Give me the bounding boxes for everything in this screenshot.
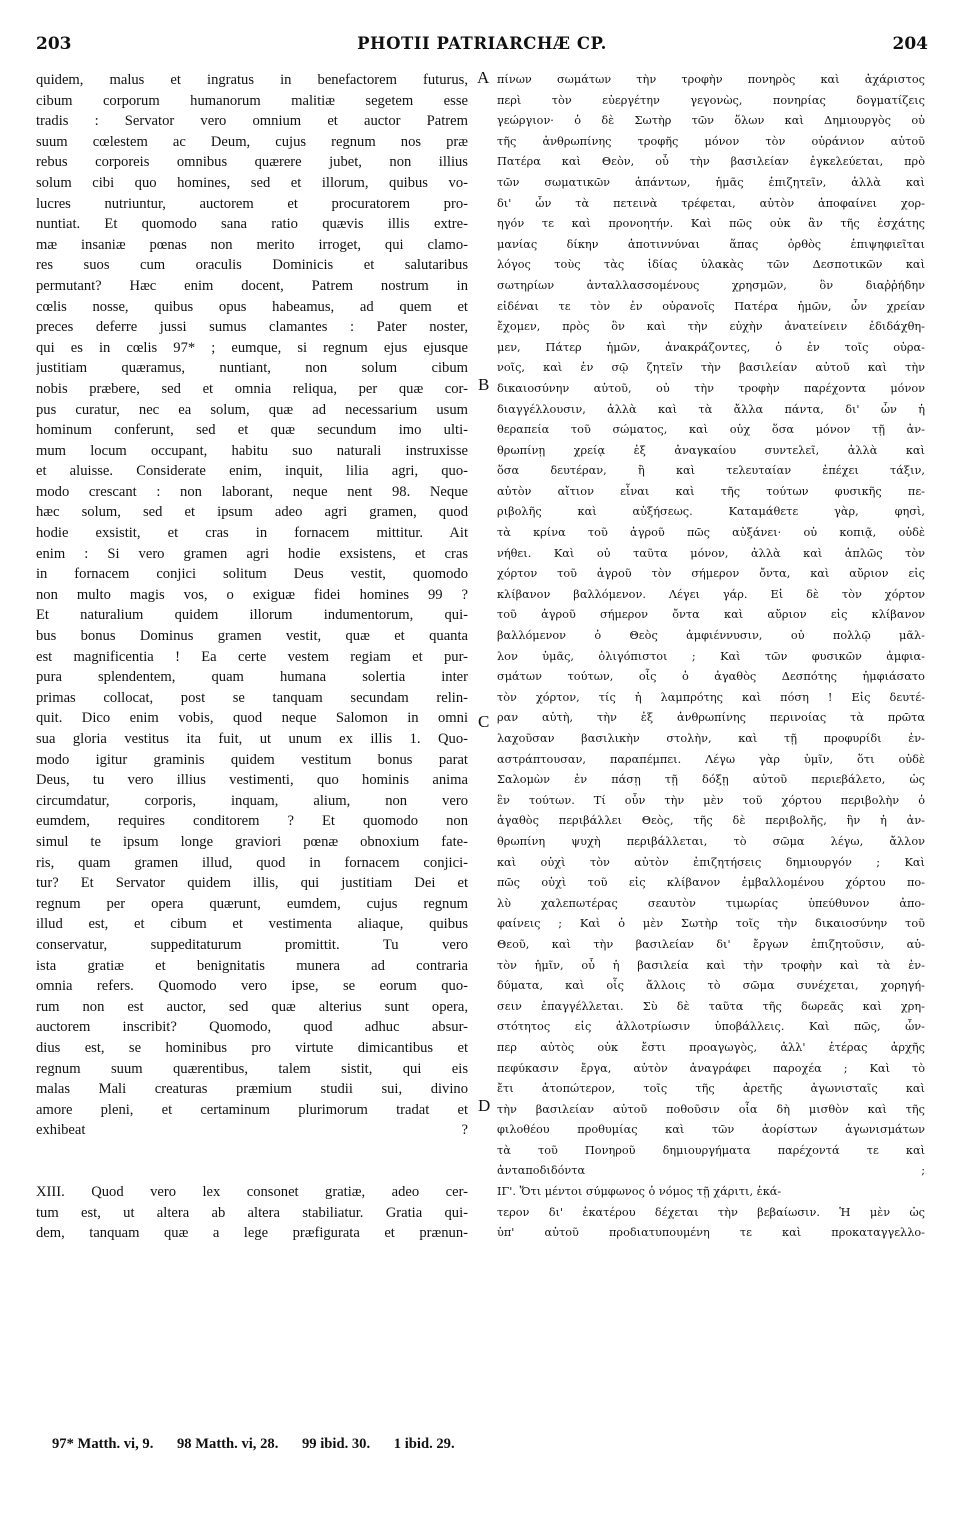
- text-line: τερον δι' ἑκατέρου δέχεται τὴν βεβαίωσιν. Ἡ μὲν ὡς: [497, 1205, 925, 1219]
- text-line: preces deferre jussi sumus clamantes : Pater noster,: [36, 319, 468, 336]
- text-line: μανίας δίκην ἀποτιννύναι ἅπας ὀρθὸς ἐπιψηφιεῖται: [497, 237, 925, 251]
- text-line: ραν αὐτὴ, τὴν ἐξ ἀνθρωπίνης περινοίας τὰ πρῶτα: [497, 711, 925, 725]
- text-line: τοῦ ἀγροῦ σήμερον ὄντα καὶ αὔριον εἰς κλίβανον: [497, 608, 925, 622]
- text-line: sua gloria vestitus ita fuit, ut unum ex illis 1. Quo-: [36, 731, 468, 747]
- text-line: τῶν σωματικῶν ἁπάντων, ἡμᾶς ἐπιζητεῖν, ἀλλὰ καὶ: [497, 175, 925, 189]
- text-line: σειν ἐπαγγέλλεται. Σὺ δὲ ταῦτα τῆς δωρεᾶς καὶ χρη-: [497, 999, 925, 1013]
- text-line: ἀνταποδιδόντα ;: [497, 1164, 925, 1178]
- page-number-left: 203: [36, 34, 72, 54]
- text-line: ἔτι ἀτοπώτερον, τοῖς τῆς ἀρετῆς ἀγωνισταῖς καὶ: [497, 1082, 925, 1096]
- text-line: λον ὑμᾶς, ὀλιγόπιστοι ; Καὶ τῶν φυσικῶν ἀμφια-: [497, 649, 925, 663]
- text-line: θρωπίνῃ χρείᾳ ἐξ ἀναγκαίου συντελεῖ, ἀλλὰ καὶ: [497, 443, 925, 457]
- text-line: ΙΓ'. Ὅτι μέντοι σύμφωνος ὁ νόμος τῇ χάριτι, ἑκά-: [497, 1185, 782, 1199]
- text-line: λόγος τοὺς τὰς ἰδίας ὑλακὰς τῶν Δεσποτικῶν καὶ: [497, 258, 925, 272]
- footnotes: [52, 1436, 652, 1453]
- text-line: non multo magis vos, o exiguæ fidei homines 99 ?: [36, 586, 468, 603]
- latin-column: [36, 70, 468, 1244]
- text-line: dem, tanquam quæ a lege præfigurata et prænun-: [36, 1225, 468, 1242]
- text-line: πίνων σωμάτων τὴν τροφὴν πονηρὸς καὶ ἀχάριστος: [497, 73, 925, 86]
- footnote: 1 ibid. 29.: [393, 1436, 455, 1452]
- text-line: βαλλόμενον ὁ Θεὸς ἀμφιέννυσιν, οὐ πολλῷ μᾶλ-: [497, 629, 925, 643]
- text-line: hodie exsistit, et cras in fornacem mittitur. Ait: [36, 525, 468, 542]
- footnote: 99 ibid. 30.: [302, 1436, 371, 1452]
- text-line: λὺ χαλεπωτέρας σεαυτὸν τιμωρίας ὑπεύθυνον ἀπο-: [497, 896, 925, 910]
- text-line: hominum conferunt, sed et quæ secundum imo ulti-: [36, 422, 468, 439]
- text-line: nobis præbere, sed et omnia reliqua, per quæ cor-: [36, 380, 468, 397]
- margin-marker-b: B: [478, 375, 490, 394]
- text-line: conservatur, suppeditaturum promittit. Tu vero: [36, 936, 468, 953]
- text-line: tur? Et Servator quidem illis, qui justitiam Dei et: [36, 875, 468, 892]
- text-line: εἰδέναι τε τὸν ἐν οὐρανοῖς Πατέρα ἡμῶν, ὧν χρείαν: [497, 299, 925, 313]
- text-line: δι' ὧν τὰ πετεινὰ τρέφεται, αὐτὸν ἀποφαίνει χορ-: [497, 196, 925, 210]
- text-line: illud est, et cibum et vestimenta aliaque, quibus: [36, 916, 468, 933]
- text-line: solum cibi quo homines, sed et illorum, quibus vo-: [36, 174, 468, 191]
- text-line: modo igitur graminis quidem vestitum bonus parat: [36, 751, 468, 768]
- text-line: hæc solum, sed et ipsum adeo agri gramen, quod: [36, 504, 468, 521]
- text-line: [36, 1141, 468, 1162]
- text-line: Et naturalium quidem illorum indumentorum, qui-: [36, 607, 468, 624]
- text-line: cibum corporum humanorum malitiæ segetem esse: [36, 92, 468, 109]
- text-line: ὑπ' αὐτοῦ προδιατυπουμένη τε καὶ προκαταγγελλο-: [497, 1226, 925, 1240]
- text-line: ἓν τούτων. Τί οὖν τὴν μὲν τοῦ χόρτου περιβολὴν ὁ: [497, 793, 925, 807]
- text-line: Σαλομὼν ἐν πάσῃ τῇ δόξῃ αὐτοῦ περιεβάλετο, ὡς: [497, 773, 925, 787]
- text-line: rebus corporeis omnibus quærere jubet, non illius: [36, 154, 468, 171]
- text-line: αστράπτουσαν, παραπέμπει. Λέγω γὰρ ὑμῖν, ὅτι οὐδὲ: [497, 752, 925, 766]
- text-line: ὅσα δευτέραν, ἢ καὶ τελευταίαν ἐπέχει τάξιν,: [497, 464, 925, 478]
- footnote: 98 Matth. vi, 28.: [177, 1436, 279, 1452]
- text-line: δικαιοσύνην αὐτοῦ, οὐ τὴν τροφὴν παρέχοντα μόνον: [497, 381, 925, 395]
- text-line: τὰ τοῦ Πονηροῦ δημιουργήματα παρέχοντά τε καὶ: [497, 1143, 925, 1157]
- text-line: auctorem inscribit? Quomodo, quod adhuc absur-: [36, 1019, 468, 1036]
- greek-column: [497, 70, 925, 1244]
- text-line: ris, quam gramen illud, quod in fornacem conjici-: [36, 854, 468, 871]
- page-number-right: 204: [892, 34, 928, 54]
- text-line: σμάτων τούτων, οἷς ὁ ἀγαθὸς Δεσπότης ἠμφιάσατο: [497, 670, 925, 684]
- text-line: mæ insaniæ pœnas non merito irroget, qui clamo-: [36, 236, 468, 253]
- text-line: αὐτὸν αἴτιον εἶναι καὶ τῆς τούτων φυσικῆς πε-: [497, 484, 925, 498]
- page-header: [36, 34, 928, 60]
- text-line: περὶ τὸν εὐεργέτην γεγονὼς, πονηρίας δογματίζεις: [497, 93, 925, 107]
- text-line: ἔχομεν, πρὸς ὃν καὶ τὴν εὐχὴν ἀνατείνειν ἐδιδάχθη-: [497, 320, 925, 334]
- text-line: nuntiat. Et quomodo sana ratio quævis illis extre-: [36, 216, 468, 233]
- text-line: suum cœlestem ac Deum, cujus regnum nos præ: [36, 133, 468, 150]
- text-line: exhibeat ?: [36, 1122, 468, 1139]
- footnote: 97* Matth. vi, 9.: [52, 1436, 154, 1452]
- text-line: λαχοῦσαν βασιλικὴν στολὴν, καὶ τῇ προφυρίδι ἐν-: [497, 732, 925, 745]
- text-line: in fornacem conjici solitum Deus vestit, quomodo: [36, 566, 468, 583]
- text-line: regnum suum quærentibus, talem sistit, qui eis: [36, 1060, 468, 1077]
- text-line: malas Mali creaturas præmium studii sui, divino: [36, 1081, 468, 1098]
- text-line: pura splendentem, quam humana solertia inter: [36, 669, 468, 686]
- margin-marker-d: D: [478, 1096, 491, 1115]
- text-line: res suos cum oraculis Dominicis et salutaribus: [36, 257, 468, 274]
- text-line: πεφύκασιν ἔργα, αὐτὸν ἀναγράφει παροχέα ; Καὶ τὸ: [497, 1061, 925, 1075]
- text-line: mum locum occupant, habitu suo naturali instruxisse: [36, 442, 468, 459]
- text-line: θρωπίνη ψυχὴ περιβάλλεται, τὸ σῶμα λέγω, ἄλλον: [497, 834, 925, 848]
- text-line: eumdem, requires conditorem ? Et quomodo non: [36, 813, 468, 830]
- text-line: νήθει. Καὶ οὐ ταῦτα μόνον, ἀλλὰ καὶ ἁπλῶς τὸν: [497, 546, 925, 560]
- text-line: lucres nutriuntur, auctorem et procuratorem pro-: [36, 195, 468, 212]
- text-line: simul te ipsum longe graviori pœnæ obnoxium fate-: [36, 833, 468, 850]
- text-line: bus bonus Dominus gramen vestit, quæ et quanta: [36, 628, 468, 645]
- text-line: στότητος εἰς ἀλλοτρίωσιν ὑποβάλλεις. Καὶ πῶς, ὧν-: [497, 1020, 925, 1034]
- text-line: ista gratiæ et benignitatis munera ad contraria: [36, 957, 468, 974]
- text-line: [36, 1161, 468, 1182]
- text-line: omnia refers. Quomodo vero ipse, se eorum quo-: [36, 978, 468, 995]
- text-line: τὴν βασιλείαν αὐτοῦ ποθοῦσιν οἷα δὴ μισθὸν καὶ τῆς: [497, 1102, 925, 1116]
- margin-marker-a: A: [477, 68, 490, 87]
- text-line: τὰ κρίνα τοῦ ἀγροῦ πῶς αὐξάνει· οὐ κοπιᾷ, οὐδὲ: [497, 526, 925, 540]
- text-line: χόρτον τοῦ ἀγροῦ τὸν σήμερον ὄντα, καὶ αὔριον εἰς: [497, 567, 925, 581]
- text-line: permutant? Hæc enim docent, Patrem nostrum in: [36, 277, 468, 294]
- text-line: σωτηρίων ἀνταλλασσομένους χρησμῶν, ὃν διαῤῥήδην: [497, 278, 925, 292]
- text-line: cœlis nosse, quibus opus habeamus, ad quem et: [36, 298, 468, 315]
- text-line: tum est, ut altera ab altera stabiliatur. Gratia qui-: [36, 1204, 468, 1221]
- text-line: μεν, Πάτερ ἡμῶν, ἀνακράζοντες, ὁ ἐν τοῖς οὐρα-: [497, 340, 925, 354]
- text-line: et aluisse. Considerate enim, inquit, lilia agri, quo-: [36, 463, 468, 480]
- text-line: quidem, malus et ingratus in benefactorem futurus,: [36, 72, 468, 88]
- text-line: διαγγέλλουσιν, ἀλλὰ καὶ τὰ ἄλλα πάντα, δι' ὧν ἡ: [497, 402, 925, 416]
- text-line: qui es in cœlis 97* ; eumque, si regnum ejus ejusque: [36, 339, 468, 356]
- text-line: rum non est auctor, sed quæ alterius sunt opera,: [36, 998, 468, 1015]
- text-line: enim : Si vero gramen agri hodie exsistens, et cras: [36, 545, 468, 562]
- text-line: est magnificentia ! Ea certe vestem regiam et pur-: [36, 648, 468, 665]
- text-line: τῆς ἀνθρωπίνης τροφῆς μόνον τὸν οὐράνιον αὐτοῦ: [497, 134, 925, 148]
- text-line: tradis : Servator vero omnium et auctor Patrem: [36, 113, 468, 130]
- text-line: καὶ οὐχὶ τὸν αὐτὸν ἐπιζητήσεις δημιουργόν ; Καὶ: [497, 855, 925, 869]
- text-line: justitiam quæramus, nuntiant, non solum cibum: [36, 360, 468, 377]
- text-line: XIII. Quod vero lex consonet gratiæ, adeo cer-: [36, 1184, 468, 1201]
- text-line: πῶς οὐχὶ τοῦ εἰς κλίβανον ἐμβαλλομένου χόρτου πο-: [497, 876, 925, 890]
- text-line: modo crescant : non laborant, neque nent 98. Neque: [36, 483, 468, 500]
- text-line: θεραπεία τοῦ σώματος, καὶ οὐχ ὅσα μόνον τῇ ἀν-: [497, 423, 925, 437]
- text-line: Θεοῦ, καὶ τὴν βασιλείαν δι' ἔργων ἐπιζητοῦσιν, αὐ-: [497, 937, 925, 951]
- text-line: νοῖς, καὶ ἐν σῷ ζητεῖν τὴν βασιλείαν αὐτοῦ καὶ τὴν: [497, 361, 925, 375]
- text-line: regnum per opera quærunt, eumdem, cujus regnum: [36, 895, 468, 912]
- text-line: δύματα, καὶ οἷς ἄλλοις τὸ σῶμα συνέχεται, χορηγή-: [497, 979, 925, 993]
- running-title: PHOTII PATRIARCHÆ CP.: [357, 34, 607, 53]
- text-line: dius est, se hominibus pro virtute dimicantibus et: [36, 1039, 468, 1056]
- margin-marker-c: C: [478, 712, 490, 731]
- text-line: circumdatur, corporis, inquam, alium, non vero: [36, 792, 468, 809]
- text-line: Deus, tu vero illius vestimenti, quo hominis anima: [36, 772, 468, 789]
- text-line: ηγόν τε καὶ προνοητήν. Καὶ πῶς οὐκ ἂν τῆς ἐσχάτης: [497, 217, 925, 231]
- text-line: ριβολῆς καὶ αὐξήσεως. Καταμάθετε γὰρ, φησὶ,: [497, 505, 925, 519]
- text-line: τὸν χόρτον, τίς ἡ λαμπρότης καὶ πόση ! Εἰς δευτέ-: [497, 690, 925, 704]
- text-line: φιλοθέου προθυμίας καὶ τῶν ἀορίστων ἀγωνισμάτων: [497, 1123, 925, 1137]
- text-line: γεώργιον· ὁ δὲ Σωτὴρ τῶν ὅλων καὶ Δημιουργὸς οὐ: [497, 114, 925, 128]
- text-line: amore pleni, et certaminum plurimorum tradat et: [36, 1101, 468, 1118]
- text-line: κλίβανον βαλλόμενον. Λέγει γάρ. Εἰ δὲ τὸν χόρτον: [497, 587, 925, 601]
- text-line: primas collocat, post se tanquam secundam relin-: [36, 689, 468, 706]
- text-line: pus curatur, nec ea solum, quæ ad necessarium usum: [36, 401, 468, 418]
- text-line: Πατέρα καὶ Θεὸν, οὗ τὴν βασιλείαν ἐγκελεύεται, πρὸ: [497, 155, 925, 169]
- text-line: ἀγαθὸς περιβάλλει Θεὸς, τῆς δὲ περιβολῆς, ἣν ἡ ἀν-: [497, 814, 925, 828]
- text-line: περ αὐτὸς οὐκ ἔστι προαγωγὸς, ἀλλ' ἑτέρας ἀρχῆς: [497, 1040, 925, 1054]
- text-line: φαίνεις ; Καὶ ὁ μὲν Σωτὴρ τοῖς τὴν δικαιοσύνην τοῦ: [497, 917, 925, 931]
- text-line: τὸν ἡμῖν, οὗ ἡ βασιλεία καὶ τὴν τροφὴν καὶ τὰ ἐν-: [497, 958, 925, 972]
- text-line: quit. Dico enim vobis, quod neque Salomon in omni: [36, 710, 468, 727]
